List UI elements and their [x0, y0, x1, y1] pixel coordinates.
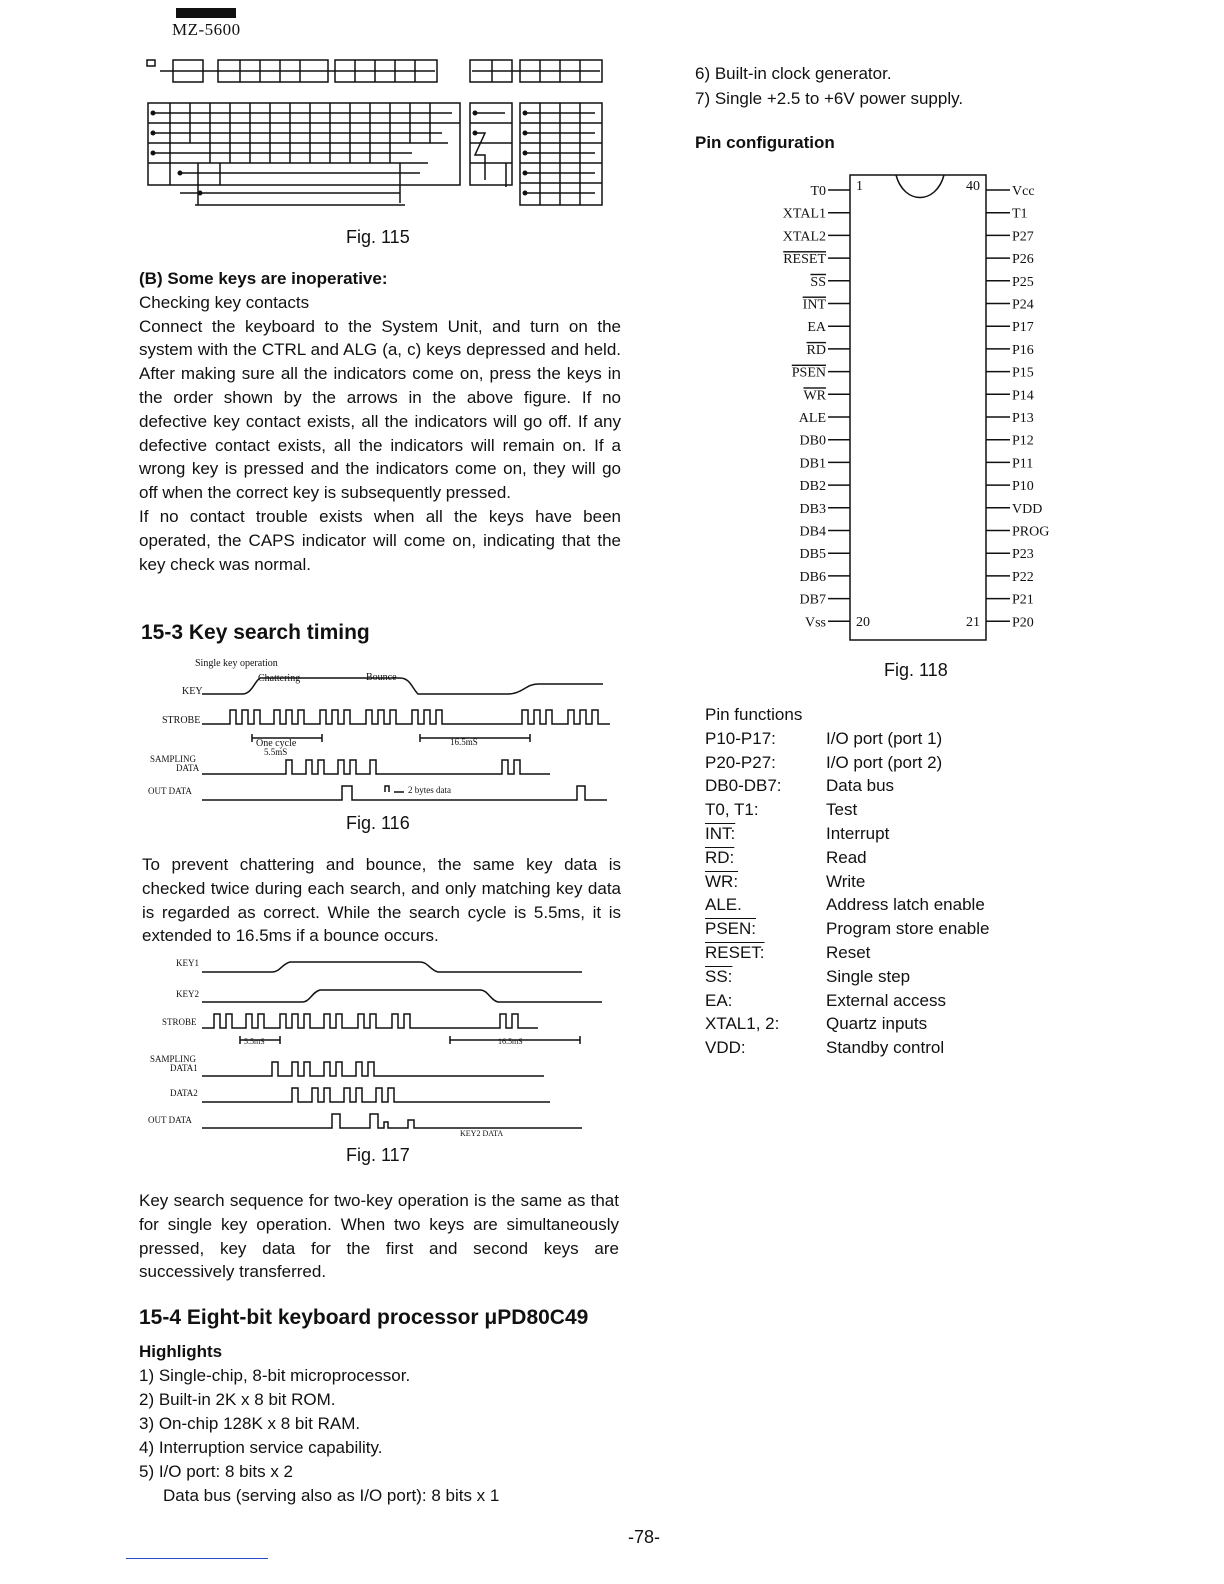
chip-left-pin-label: XTAL1	[782, 206, 826, 222]
fig116-out-data-label: OUT DATA	[148, 786, 192, 796]
pin-function-row	[705, 822, 989, 846]
highlight-item: Data bus (serving also as I/O port): 8 bits x 1	[163, 1486, 500, 1505]
chip-left-pin-label: DB4	[799, 524, 826, 540]
chip-right-pin-label: P21	[1012, 592, 1034, 608]
pin-desc: Interrupt	[826, 823, 890, 843]
fig117-cycle-time: 5.5mS	[244, 1037, 265, 1046]
pin-desc: Write	[826, 871, 866, 891]
pin-name: RD:	[705, 847, 735, 867]
chip-right-pin-label: P15	[1012, 365, 1034, 381]
pin-function-row	[705, 1012, 989, 1036]
pin-functions	[705, 703, 989, 1060]
chip-left-pin-label: SS	[810, 274, 826, 290]
chip-left-pin-label: T0	[810, 184, 826, 199]
pin-function-row	[705, 751, 989, 775]
chip-left-pin-label: DB7	[799, 592, 826, 608]
chip-left-pin-label: WR	[803, 388, 826, 404]
fig117-sampling-label: SAMPLING	[150, 1054, 197, 1064]
fig117-key2-label: KEY2	[176, 989, 199, 999]
chip-right-pin-label: P14	[1012, 388, 1034, 404]
chip-right-pin-label: P20	[1012, 615, 1034, 631]
pin-desc: External access	[826, 990, 946, 1010]
pin-name: WR:	[705, 871, 739, 891]
timing-diagram-single-key	[140, 652, 610, 807]
fig116-key-label: KEY	[182, 686, 203, 697]
pin-function-row	[705, 870, 989, 894]
timing-diagram-two-key	[140, 952, 610, 1142]
pin-name: PSEN:	[705, 919, 757, 939]
page-number: -78-	[628, 1527, 661, 1547]
section-15-3-title: 15-3 Key search timing	[141, 621, 370, 644]
pin-name: T0, T1:	[705, 800, 759, 820]
pin-name: INT:	[705, 823, 736, 843]
pin-desc: I/O port (port 2)	[826, 752, 943, 772]
chip-right-pin-label: Vcc	[1012, 184, 1035, 199]
pin-desc: Data bus	[826, 776, 895, 796]
feature-item: 7) Single +2.5 to +6V power supply.	[695, 89, 964, 108]
chip-right-pin-label: P10	[1012, 479, 1034, 495]
chip-pinout	[750, 170, 1070, 645]
chip-right-pin-label: P11	[1012, 456, 1034, 472]
fig116-chattering: Chattering	[258, 673, 301, 684]
chip-left-pin-label: RD	[806, 342, 826, 358]
chip-pin-21-number: 21	[966, 615, 980, 630]
fig117-strobe-label: STROBE	[162, 1017, 197, 1027]
chip-right-pin-label: PROG	[1012, 524, 1050, 540]
chip-right-pin-label: P26	[1012, 252, 1034, 268]
fig115-caption: Fig. 115	[346, 227, 410, 247]
chip-pin-20-number: 20	[856, 615, 870, 630]
pin-function-row	[705, 917, 989, 941]
section-b-subtitle: Checking key contacts	[139, 292, 310, 312]
pin-name: ALE.	[705, 895, 742, 915]
fig116-two-bytes: 2 bytes data	[408, 785, 451, 795]
pin-name: DB0-DB7:	[705, 776, 782, 796]
pin-name: XTAL1, 2:	[705, 1014, 780, 1034]
fig116-data-label: DATA	[176, 763, 200, 773]
pin-desc: Reset	[826, 942, 871, 962]
chip-pin-1-number: 1	[856, 179, 863, 194]
fig117-caption: Fig. 117	[346, 1145, 410, 1165]
pin-desc: Address latch enable	[826, 895, 985, 915]
fig116-caption: Fig. 116	[346, 813, 410, 833]
highlight-item: 3) On-chip 128K x 8 bit RAM.	[139, 1414, 361, 1433]
chip-left-pin-label: DB1	[799, 456, 826, 472]
fig117-key1-label: KEY1	[176, 958, 199, 968]
fig116-bounce: Bounce	[366, 672, 397, 683]
section-b-title: (B) Some keys are inoperative:	[139, 269, 388, 288]
pin-desc: Read	[826, 847, 867, 867]
features-list-continued	[695, 61, 963, 111]
section-b-paragraph-2: If no contact trouble exists when all the keys have been operated, the CAPS indicator will come on, indicating that the key check was normal.	[139, 506, 621, 574]
chip-pin-40-number: 40	[966, 179, 980, 194]
pin-function-row	[705, 941, 989, 965]
chip-left-pin-label: DB6	[799, 569, 826, 585]
chip-right-pin-label: P13	[1012, 411, 1034, 426]
section-b-paragraph-1: Connect the keyboard to the System Unit, and turn on the system with the CTRL and ALG (a, c) keys depressed and held. After making sure all the indicators come on, press the keys in the order shown by the arrows in the above figure. If no defective key contact exists, all the indicators will go off. If any defective contact exists, all the indicators will remain on. If a wrong key is pressed and the indicators come on, they will go off when the correct key is subsequently pressed.	[139, 316, 621, 503]
pin-function-row	[705, 965, 989, 989]
model-label: MZ-5600	[172, 20, 241, 39]
chip-left-pin-label: DB0	[799, 433, 826, 449]
chip-left-pin-label: EA	[807, 320, 826, 336]
chip-left-pin-label: DB2	[799, 479, 826, 495]
chip-right-pin-label: P17	[1012, 320, 1034, 336]
model-bar	[176, 8, 236, 18]
highlight-item: 5) I/O port: 8 bits x 2	[139, 1462, 294, 1481]
fig117-out-data-label: OUT DATA	[148, 1115, 192, 1125]
footer-rule	[126, 1558, 268, 1559]
chip-left-pin-label: INT	[802, 297, 826, 313]
fig117-key2-data: KEY2 DATA	[460, 1129, 504, 1138]
fig116-title: Single key operation	[195, 658, 278, 669]
chip-left-pin-label: DB3	[799, 501, 826, 517]
pin-desc: Single step	[826, 966, 911, 986]
chip-right-pin-label: P27	[1012, 229, 1034, 245]
chip-right-pin-label: P23	[1012, 547, 1034, 563]
pin-desc: Program store enable	[826, 919, 990, 939]
chip-left-pin-label: XTAL2	[782, 229, 826, 245]
chip-left-pin-label: DB5	[799, 547, 826, 563]
keyboard-check-diagram	[120, 55, 620, 215]
highlights-block	[139, 1340, 499, 1508]
pin-name: P10-P17:	[705, 728, 776, 748]
chip-right-pin-label: P24	[1012, 297, 1034, 313]
fig117-data2-label: DATA2	[170, 1088, 198, 1098]
pin-function-row	[705, 727, 989, 751]
chip-right-pin-label: VDD	[1012, 501, 1043, 517]
section-15-4-title: 15-4 Eight-bit keyboard processor μPD80C49	[139, 1306, 589, 1329]
fig116-one-cycle: One cycle	[256, 738, 297, 749]
chip-right-pin-label: P25	[1012, 274, 1034, 290]
pin-function-row	[705, 846, 989, 870]
fig116-long-cycle: 16.5mS	[450, 737, 478, 747]
fig117-data1-label: DATA1	[170, 1063, 198, 1073]
chip-right-pin-label: T1	[1012, 206, 1028, 222]
fig116-cycle-time: 5.5mS	[264, 747, 288, 757]
chip-right-pin-label: P22	[1012, 569, 1034, 585]
chip-right-pin-label: P16	[1012, 342, 1034, 358]
pin-name: RESET:	[705, 942, 765, 962]
pin-function-row	[705, 893, 989, 917]
pin-function-row	[705, 989, 989, 1013]
pin-name: EA:	[705, 990, 733, 1010]
highlight-item: 2) Built-in 2K x 8 bit ROM.	[139, 1390, 336, 1409]
fig117-long-cycle: 16.5mS	[498, 1037, 523, 1046]
pin-name: VDD:	[705, 1038, 746, 1058]
pin-function-row	[705, 774, 989, 798]
pin-name: P20-P27:	[705, 752, 776, 772]
pin-config-title: Pin configuration	[695, 133, 835, 152]
pin-name: SS:	[705, 966, 733, 986]
highlight-item: 4) Interruption service capability.	[139, 1438, 383, 1457]
highlights-list	[139, 1364, 499, 1508]
pin-desc: Quartz inputs	[826, 1014, 928, 1034]
highlight-item: 1) Single-chip, 8-bit microprocessor.	[139, 1366, 411, 1385]
paragraph-two-key: Key search sequence for two-key operation is the same as that for single key operation. When two keys are simultaneously pressed, key data for the first and second keys are successively transferred.	[139, 1191, 619, 1282]
paragraph-chattering: To prevent chattering and bounce, the same key data is checked twice during each search, and only matching key data is regarded as correct. While the search cycle is 5.5ms, it is extended to 16.5ms if a bounce occurs.	[142, 855, 621, 946]
chip-left-pin-label: PSEN	[791, 365, 826, 381]
feature-item: 6) Built-in clock generator.	[695, 64, 892, 83]
section-b	[139, 267, 621, 576]
chip-left-pin-label: Vss	[804, 615, 826, 631]
highlights-title: Highlights	[139, 1342, 223, 1361]
chip-right-pin-label: P12	[1012, 433, 1034, 449]
fig116-strobe-label: STROBE	[162, 715, 201, 726]
chip-left-pin-label: RESET	[783, 252, 826, 268]
fig116-sampling-label: SAMPLING	[150, 754, 197, 764]
pin-desc: I/O port (port 1)	[826, 728, 943, 748]
chip-left-pin-label: ALE	[798, 411, 826, 426]
fig118-caption: Fig. 118	[884, 660, 948, 680]
pin-desc: Standby control	[826, 1038, 945, 1058]
pin-functions-title: Pin functions	[705, 705, 803, 724]
pin-desc: Test	[826, 800, 858, 820]
pin-function-row	[705, 798, 989, 822]
pin-function-row	[705, 1036, 989, 1060]
